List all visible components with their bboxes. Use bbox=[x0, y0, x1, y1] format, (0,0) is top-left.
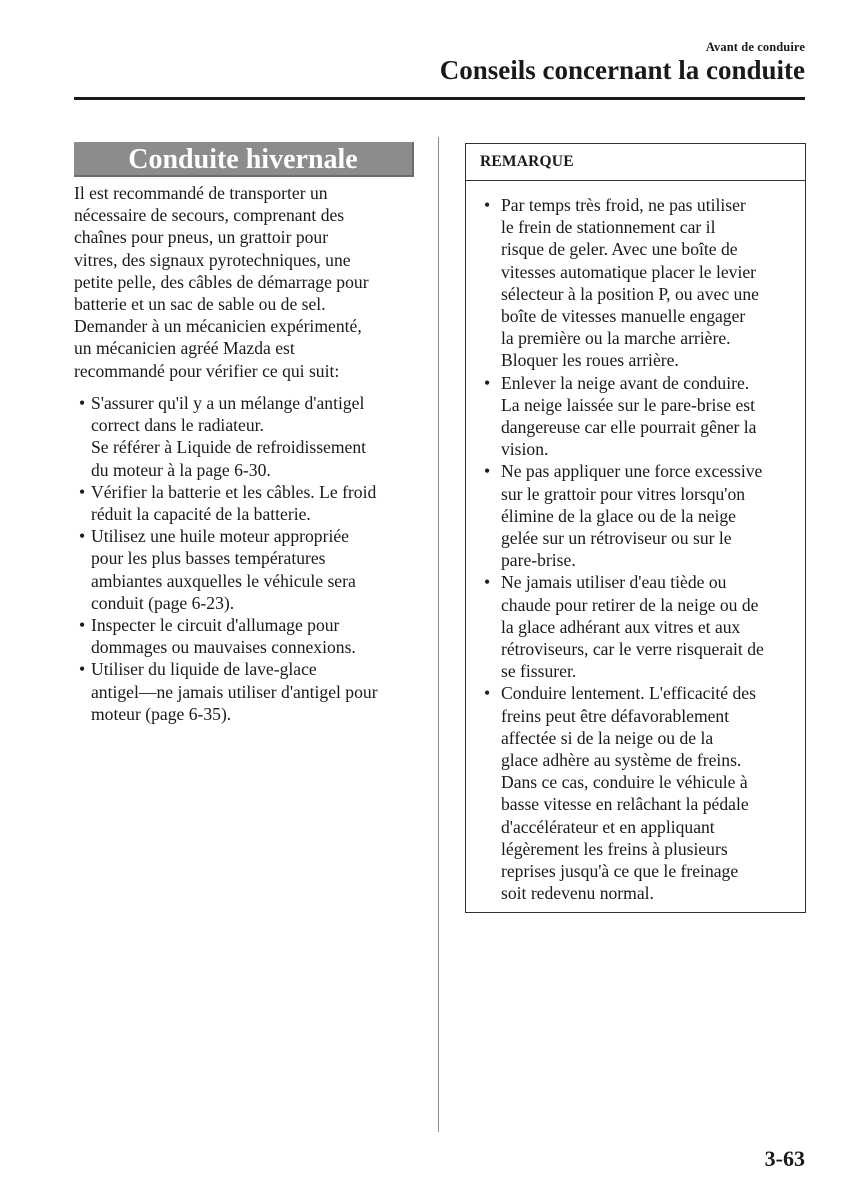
text-line: dangereuse car elle pourrait gêner la bbox=[501, 417, 757, 438]
bullet-icon: • bbox=[79, 615, 86, 636]
text-line: la glace adhérant aux vitres et aux bbox=[501, 616, 741, 637]
text-line: conduit (page 6-23). bbox=[91, 592, 235, 613]
list-item-text bbox=[91, 393, 366, 480]
list-item bbox=[74, 614, 429, 658]
text-line: freins peut être défavorablement bbox=[501, 705, 730, 726]
text-line: sur le grattoir pour vitres lorsqu'on bbox=[501, 483, 746, 504]
text-line: du moteur à la page 6-30. bbox=[91, 459, 271, 480]
text-line: pare-brise. bbox=[501, 550, 576, 571]
text-line: se fissurer. bbox=[501, 661, 577, 682]
text-line: Demander à un mécanicien expérimenté, bbox=[74, 316, 362, 337]
text-line: Utilisez une huile moteur appropriée bbox=[91, 526, 349, 547]
text-line: sélecteur à la position P, ou avec une bbox=[501, 283, 759, 304]
text-line: Utiliser du liquide de lave-glace bbox=[91, 659, 317, 680]
text-line: Vérifier la batterie et les câbles. Le froid bbox=[91, 481, 377, 502]
text-line: vitres, des signaux pyrotechniques, une bbox=[74, 249, 351, 270]
list-item-text bbox=[91, 482, 376, 524]
winter-checklist bbox=[74, 392, 429, 725]
text-line: recommandé pour vérifier ce qui suit: bbox=[74, 360, 340, 381]
list-item bbox=[74, 481, 429, 525]
text-line: Se référer à Liquide de refroidissement bbox=[91, 437, 367, 458]
header-rule bbox=[74, 97, 805, 100]
column-divider bbox=[438, 137, 439, 1132]
text-line: Ne pas appliquer une force excessive bbox=[501, 461, 763, 482]
text-line: Inspecter le circuit d'allumage pour bbox=[91, 615, 340, 636]
chapter-label: Avant de conduire bbox=[705, 40, 805, 54]
text-line: la première ou la marche arrière. bbox=[501, 328, 731, 349]
text-line: soit redevenu normal. bbox=[501, 883, 654, 904]
bullet-icon: • bbox=[484, 372, 491, 393]
bullet-icon: • bbox=[484, 195, 491, 215]
text-line: batterie et un sac de sable ou de sel. bbox=[74, 294, 326, 315]
list-item bbox=[480, 194, 797, 372]
bullet-icon: • bbox=[79, 393, 86, 413]
text-line: La neige laissée sur le pare-brise est bbox=[501, 394, 756, 415]
bullet-icon: • bbox=[79, 481, 86, 502]
text-line: boîte de vitesses manuelle engager bbox=[501, 306, 746, 327]
list-item bbox=[74, 392, 429, 481]
text-line: Il est recommandé de transporter un bbox=[74, 183, 328, 203]
text-line: petite pelle, des câbles de démarrage pour bbox=[74, 271, 369, 292]
list-item-text bbox=[501, 195, 759, 370]
list-item bbox=[480, 372, 797, 461]
text-line: Conduire lentement. L'efficacité des bbox=[501, 683, 756, 704]
bullet-icon: • bbox=[79, 659, 86, 680]
text-line: correct dans le radiateur. bbox=[91, 415, 264, 436]
list-item-text bbox=[501, 572, 764, 681]
list-item-text bbox=[501, 683, 756, 903]
list-item-text bbox=[91, 615, 356, 657]
page-title: Conseils concernant la conduite bbox=[439, 55, 805, 85]
text-line: Ne jamais utiliser d'eau tiède ou bbox=[501, 572, 727, 593]
text-line: reprises jusqu'à ce que le freinage bbox=[501, 861, 739, 882]
bullet-icon: • bbox=[484, 461, 491, 482]
text-line: un mécanicien agréé Mazda est bbox=[74, 338, 295, 359]
text-line: chaînes pour pneus, un grattoir pour bbox=[74, 227, 329, 248]
text-line: le frein de stationnement car il bbox=[501, 217, 716, 238]
text-line: basse vitesse en relâchant la pédale bbox=[501, 794, 749, 815]
text-line: Par temps très froid, ne pas utiliser bbox=[501, 195, 746, 215]
text-line: S'assurer qu'il y a un mélange d'antigel bbox=[91, 393, 365, 413]
list-item bbox=[74, 525, 429, 614]
text-line: dommages ou mauvaises connexions. bbox=[91, 637, 356, 658]
text-line: vision. bbox=[501, 439, 549, 460]
text-line: d'accélérateur et en appliquant bbox=[501, 816, 715, 837]
note-box bbox=[465, 143, 806, 913]
text-line: risque de geler. Avec une boîte de bbox=[501, 239, 738, 260]
text-line: chaude pour retirer de la neige ou de bbox=[501, 594, 759, 615]
section-title: Conduite hivernale bbox=[74, 142, 414, 177]
text-line: légèrement les freins à plusieurs bbox=[501, 838, 728, 859]
list-item-text bbox=[91, 659, 378, 723]
list-item bbox=[480, 682, 797, 904]
bullet-icon: • bbox=[484, 683, 491, 704]
text-line: Bloquer les roues arrière. bbox=[501, 350, 679, 371]
text-line: affectée si de la neige ou de la bbox=[501, 727, 714, 748]
text-line: moteur (page 6-35). bbox=[91, 703, 232, 724]
text-line: nécessaire de secours, comprenant des bbox=[74, 205, 345, 226]
text-line: vitesses automatique placer le levier bbox=[501, 261, 757, 282]
note-heading: REMARQUE bbox=[466, 144, 805, 181]
text-line: Dans ce cas, conduire le véhicule à bbox=[501, 772, 748, 793]
intro-paragraph bbox=[74, 182, 424, 382]
bullet-icon: • bbox=[79, 526, 86, 547]
text-line: réduit la capacité de la batterie. bbox=[91, 504, 311, 525]
list-item-text bbox=[91, 526, 356, 613]
list-item-text bbox=[501, 373, 756, 460]
text-line: rétroviseurs, car le verre risquerait de bbox=[501, 639, 764, 660]
note-list bbox=[466, 181, 805, 905]
list-item-text bbox=[501, 461, 762, 570]
text-line: Enlever la neige avant de conduire. bbox=[501, 372, 750, 393]
page-number: 3-63 bbox=[764, 1146, 805, 1171]
text-line: élimine de la glace ou de la neige bbox=[501, 505, 736, 526]
list-item bbox=[480, 460, 797, 571]
text-line: pour les plus basses températures bbox=[91, 548, 326, 569]
list-item bbox=[74, 658, 429, 725]
bullet-icon: • bbox=[484, 572, 491, 593]
text-line: ambiantes auxquelles le véhicule sera bbox=[91, 570, 356, 591]
list-item bbox=[480, 571, 797, 682]
text-line: glace adhère au système de freins. bbox=[501, 750, 742, 771]
text-line: gelée sur un rétroviseur ou sur le bbox=[501, 528, 732, 549]
text-line: antigel—ne jamais utiliser d'antigel pour bbox=[91, 681, 378, 702]
